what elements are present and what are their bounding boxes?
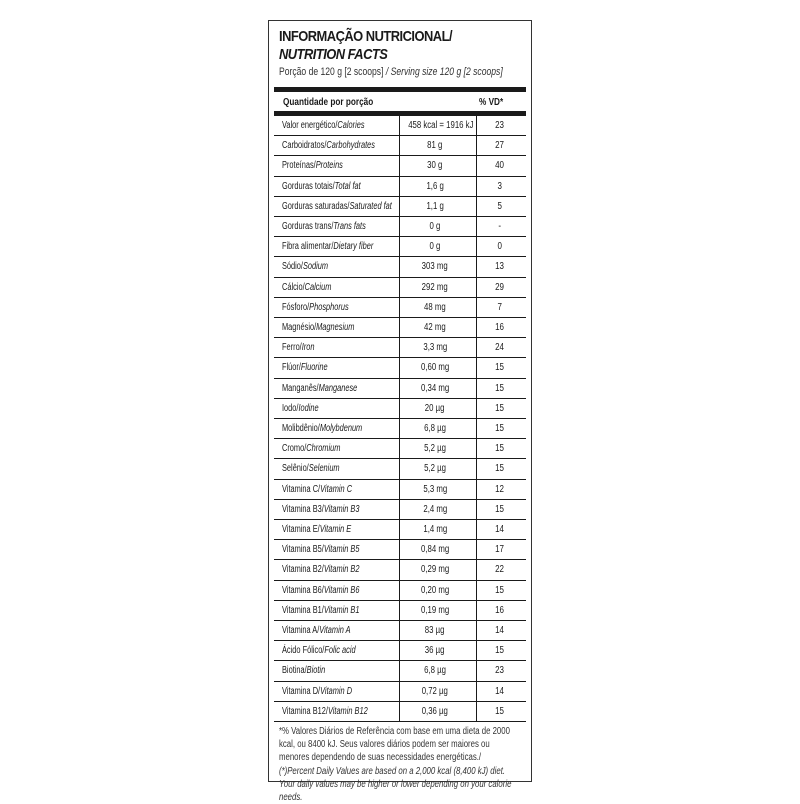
nutrient-dv-value: 29	[495, 281, 505, 293]
table-row	[274, 237, 526, 257]
nutrition-facts-panel	[268, 20, 532, 804]
nutrient-name	[282, 261, 328, 272]
nutrient-name-pt: Vitamina B1/	[282, 604, 324, 616]
table-row	[274, 661, 526, 681]
nutrient-dv	[479, 605, 521, 616]
nutrient-name	[282, 564, 359, 575]
footnote	[279, 725, 513, 804]
nutrient-name-en: Phosphorus	[309, 301, 349, 313]
nutrient-name-pt: Vitamina B6/	[282, 584, 324, 596]
table-row	[274, 702, 526, 722]
nutrient-name	[282, 585, 359, 596]
table-row	[274, 601, 526, 621]
nutrient-dv-value: 17	[495, 544, 505, 556]
table-row	[274, 116, 526, 136]
nutrient-name-pt: Proteínas/	[282, 160, 316, 172]
nutrient-amount	[399, 585, 471, 596]
nutrient-dv	[479, 181, 521, 192]
nutrient-name-en: Calories	[337, 120, 365, 131]
nutrient-name-en: Iodine	[298, 402, 319, 414]
nutrient-dv-value: 15	[495, 584, 505, 596]
nutrient-dv-value: 16	[495, 604, 505, 616]
nutrient-name	[282, 322, 354, 333]
nutrient-dv	[479, 342, 521, 353]
nutrient-dv	[479, 120, 521, 131]
table-row	[274, 217, 526, 237]
nutrient-dv-value: 3	[497, 180, 503, 192]
nutrient-name-en: Fluorine	[300, 362, 328, 374]
table-row	[274, 459, 526, 479]
nutrient-dv-value: 12	[495, 483, 505, 495]
nutrient-amount-value: 3,3 mg	[423, 342, 447, 354]
nutrient-name-en: Vitamin B3	[323, 503, 360, 515]
nutrient-dv-value: 24	[495, 342, 505, 354]
nutrient-amount-value: 1,6 g	[426, 180, 444, 192]
nutrient-dv-value: 15	[495, 443, 505, 455]
nutrient-dv	[479, 261, 521, 272]
nutrient-name-en: Magnesium	[316, 322, 355, 333]
table-row	[274, 419, 526, 439]
nutrient-name	[282, 201, 392, 212]
nutrient-dv	[479, 706, 521, 717]
nutrient-dv	[479, 484, 521, 495]
nutrient-amount-value: 48 mg	[424, 301, 446, 313]
nutrient-amount-value: 6,8 µg	[424, 665, 446, 677]
nutrient-dv	[479, 362, 521, 373]
nutrient-name-pt: Flúor/	[282, 362, 301, 374]
serving-size-en: / Serving size 120 g [2 scoops]	[383, 66, 503, 78]
nutrient-amount-value: 1,1 g	[426, 200, 444, 212]
table-row	[274, 399, 526, 419]
nutrient-amount-value: 6,8 µg	[424, 423, 446, 434]
column-divider-1	[399, 116, 400, 722]
table-row	[274, 278, 526, 298]
nutrient-name-en: Vitamin B12	[327, 705, 368, 717]
nutrient-name-en: Vitamin B1	[323, 604, 360, 616]
nutrient-dv	[479, 302, 521, 313]
table-row	[274, 520, 526, 540]
nutrient-amount-value: 42 mg	[424, 322, 446, 333]
nutrient-dv	[479, 585, 521, 596]
table-row	[274, 560, 526, 580]
table-row	[274, 621, 526, 641]
nutrient-dv-value: 23	[495, 120, 505, 131]
table-row	[274, 318, 526, 338]
nutrient-name-en: Iron	[301, 342, 315, 354]
nutrient-dv-value: 15	[495, 423, 505, 434]
nutrient-name	[282, 140, 375, 151]
nutrient-name	[282, 686, 352, 697]
nutrient-dv	[479, 686, 521, 697]
nutrient-amount-value: 0 g	[429, 221, 441, 232]
nutrient-amount-value: 5,2 µg	[424, 443, 446, 455]
title-english: NUTRITION FACTS	[279, 46, 388, 63]
nutrient-name	[282, 160, 343, 171]
nutrient-dv	[479, 221, 521, 232]
nutrient-dv	[479, 443, 521, 454]
nutrient-name-en: Vitamin B2	[323, 564, 360, 576]
nutrient-amount-value: 0,29 mg	[420, 564, 450, 576]
nutrient-dv	[479, 140, 521, 151]
header-dv: % VD*	[479, 97, 504, 108]
nutrient-name-pt: Molibdênio/	[282, 423, 320, 434]
nutrient-amount-value: 292 mg	[421, 281, 449, 293]
nutrient-name	[282, 282, 331, 293]
table-row	[274, 298, 526, 318]
nutrient-amount-value: 83 µg	[425, 625, 445, 636]
nutrient-name-en: Biotin	[306, 665, 326, 677]
nutrient-amount	[399, 706, 471, 717]
nutrient-amount	[399, 544, 471, 555]
table-header	[274, 93, 526, 111]
top-thick-rule	[274, 87, 526, 92]
nutrient-amount	[399, 140, 471, 151]
nutrient-amount-value: 30 g	[427, 160, 443, 172]
nutrient-amount	[399, 443, 471, 454]
nutrient-dv-value: 5	[497, 200, 503, 212]
nutrient-name-pt: Valor energético/	[282, 120, 338, 131]
nutrient-amount-value: 1,4 mg	[423, 524, 447, 535]
nutrient-amount	[399, 120, 474, 131]
nutrient-name	[282, 423, 362, 434]
nutrient-amount-value: 0,72 µg	[421, 685, 449, 697]
nutrient-name-pt: Ferro/	[282, 342, 302, 354]
table-row	[274, 581, 526, 601]
nutrient-name-pt: Sódio/	[282, 261, 303, 273]
footnote-pt: *% Valores Diários de Referência com base em uma dieta de 2000 kcal, ou 8400 kJ. Seus valores diários podem ser maiores ou menores dependendo de suas necessidades energéticas./	[279, 726, 510, 764]
nutrient-dv	[479, 383, 521, 394]
nutrient-name-en: Vitamin E	[319, 524, 352, 535]
nutrient-dv	[479, 544, 521, 555]
nutrient-name-pt: Carboidratos/	[282, 140, 327, 152]
nutrient-amount	[399, 524, 471, 535]
nutrient-dv-value: 15	[495, 463, 505, 475]
nutrient-name-pt: Selênio/	[282, 463, 309, 475]
nutrient-amount-value: 0,19 mg	[420, 604, 450, 616]
nutrient-dv-value: 14	[495, 524, 505, 535]
nutrient-dv-value: 16	[495, 322, 505, 333]
nutrient-name-en: Vitamin D	[320, 685, 353, 697]
table-row	[274, 480, 526, 500]
nutrient-dv-value: 40	[495, 160, 505, 172]
table-row	[274, 257, 526, 277]
nutrient-name-pt: Cromo/	[282, 443, 307, 455]
nutrient-dv-value: 14	[495, 625, 505, 636]
nutrient-dv	[479, 423, 521, 434]
nutrient-dv	[479, 282, 521, 293]
nutrient-name-en: Manganese	[318, 382, 358, 394]
nutrient-name-pt: Vitamina B2/	[282, 564, 324, 576]
nutrient-name	[282, 504, 359, 515]
table-row	[274, 379, 526, 399]
nutrient-dv	[479, 201, 521, 212]
nutrient-amount	[399, 302, 471, 313]
nutrient-amount	[399, 160, 471, 171]
footnote-en: (*)Percent Daily Values are based on a 2,000 kcal (8,400 kJ) diet. Your daily values may be higher or lower depending on your calorie needs.	[279, 765, 512, 804]
nutrient-dv	[479, 625, 521, 636]
nutrient-name	[282, 221, 366, 232]
nutrient-name	[282, 544, 359, 555]
nutrient-dv-value: 13	[495, 261, 505, 273]
nutrient-dv-value: 15	[495, 362, 505, 374]
nutrient-amount	[399, 282, 471, 293]
nutrient-amount-value: 5,2 µg	[424, 463, 446, 475]
nutrient-dv	[479, 504, 521, 515]
nutrient-amount	[399, 403, 471, 414]
table-row	[274, 682, 526, 702]
nutrient-dv-value: 15	[495, 503, 505, 515]
serving-size-pt: Porção de 120 g [2 scoops]	[279, 66, 384, 78]
nutrient-name-pt: Iodo/	[282, 402, 299, 414]
nutrient-name-en: Proteins	[315, 160, 343, 172]
nutrient-name-pt: Vitamina B5/	[282, 544, 324, 556]
nutrient-dv-value: 15	[495, 705, 505, 717]
nutrient-name	[282, 403, 319, 414]
nutrient-name-en: Calcium	[304, 281, 332, 293]
nutrient-name	[282, 383, 357, 394]
table-row	[274, 197, 526, 217]
nutrient-amount	[399, 686, 471, 697]
nutrient-name	[282, 524, 351, 535]
nutrient-amount-value: 0,60 mg	[420, 362, 450, 374]
table-row	[274, 177, 526, 197]
nutrient-amount	[399, 201, 471, 212]
nutrient-dv-value: 15	[495, 645, 505, 657]
nutrient-name-pt: Vitamina C/	[282, 483, 321, 495]
nutrient-dv	[479, 524, 521, 535]
nutrient-dv	[479, 564, 521, 575]
nutrient-name	[282, 362, 328, 373]
table-row	[274, 500, 526, 520]
nutrient-amount	[399, 504, 471, 515]
nutrient-dv-value: 23	[495, 665, 505, 677]
nutrient-amount-value: 0,84 mg	[420, 544, 450, 556]
nutrient-name	[282, 241, 373, 252]
nutrient-name	[282, 484, 352, 495]
nutrient-amount-value: 458 kcal = 1916 kJ	[408, 120, 474, 131]
nutrient-dv-value: -	[498, 221, 502, 232]
nutrient-dv-value: 15	[495, 402, 505, 414]
nutrient-amount	[399, 342, 471, 353]
nutrient-amount-value: 5,3 mg	[423, 483, 447, 495]
nutrient-dv-value: 27	[495, 140, 505, 152]
nutrient-name-pt: Fósforo/	[282, 301, 310, 313]
nutrient-name	[282, 706, 368, 717]
nutrient-amount	[399, 241, 471, 252]
serving-size	[279, 66, 503, 78]
nutrient-name-en: Vitamin C	[320, 483, 353, 495]
nutrient-dv	[479, 160, 521, 171]
nutrient-amount-value: 0,34 mg	[420, 382, 450, 394]
nutrient-name-pt: Biotina/	[282, 665, 307, 677]
nutrient-name-pt: Vitamina A/	[282, 625, 320, 636]
nutrient-amount	[399, 362, 471, 373]
nutrient-amount	[399, 383, 471, 394]
nutrient-amount-value: 2,4 mg	[423, 503, 447, 515]
nutrient-amount-value: 0 g	[429, 241, 441, 253]
nutrient-name	[282, 645, 356, 656]
nutrient-name-en: Sodium	[302, 261, 329, 273]
nutrient-name-en: Trans fats	[333, 221, 366, 232]
nutrient-amount	[399, 322, 471, 333]
nutrient-amount	[399, 645, 471, 656]
nutrient-name-pt: Magnésio/	[282, 322, 317, 333]
nutrient-amount	[399, 423, 471, 434]
nutrient-name-en: Vitamin B5	[323, 544, 360, 556]
nutrient-name	[282, 665, 325, 676]
column-divider-2	[476, 116, 477, 722]
nutrient-amount	[399, 625, 471, 636]
nutrient-dv	[479, 322, 521, 333]
table-row	[274, 439, 526, 459]
nutrient-dv	[479, 665, 521, 676]
table-row	[274, 156, 526, 176]
nutrient-amount	[399, 463, 471, 474]
nutrient-amount	[399, 181, 471, 192]
nutrient-name	[282, 605, 359, 616]
table-row	[274, 136, 526, 156]
header-quantity: Quantidade por porção	[283, 97, 374, 108]
table-row	[274, 540, 526, 560]
nutrient-name	[282, 302, 349, 313]
nutrient-name-en: Folic acid	[324, 645, 356, 657]
nutrient-name-pt: Vitamina E/	[282, 524, 320, 535]
nutrient-name-pt: Vitamina B3/	[282, 503, 324, 515]
nutrient-name-en: Dietary fiber	[333, 241, 374, 253]
nutrient-name-en: Molybdenum	[319, 423, 363, 434]
nutrient-amount	[399, 484, 471, 495]
nutrient-dv-value: 7	[497, 301, 503, 313]
nutrient-name	[282, 463, 340, 474]
nutrient-amount	[399, 221, 471, 232]
nutrient-name	[282, 625, 351, 636]
nutrient-name-pt: Gorduras totais/	[282, 180, 335, 192]
nutrient-amount-value: 20 µg	[425, 402, 445, 414]
nutrient-name-en: Total fat	[334, 180, 361, 192]
nutrient-dv	[479, 645, 521, 656]
nutrient-dv	[479, 463, 521, 474]
nutrient-name-en: Selenium	[308, 463, 340, 475]
table-row	[274, 641, 526, 661]
nutrient-dv	[479, 403, 521, 414]
nutrient-dv-value: 0	[497, 241, 503, 253]
nutrient-dv	[479, 241, 521, 252]
nutrient-name-pt: Manganês/	[282, 382, 319, 394]
nutrient-name-en: Chromium	[306, 443, 341, 455]
nutrient-dv-value: 15	[495, 382, 505, 394]
nutrient-dv-value: 14	[495, 685, 505, 697]
nutrient-name	[282, 120, 365, 131]
nutrient-amount	[399, 564, 471, 575]
nutrient-dv-value: 22	[495, 564, 505, 576]
nutrient-name-en: Vitamin A	[319, 625, 351, 636]
nutrient-amount	[399, 605, 471, 616]
nutrient-name	[282, 443, 340, 454]
nutrient-amount-value: 303 mg	[421, 261, 449, 273]
nutrient-name-pt: Fibra alimentar/	[282, 241, 334, 253]
nutrient-name	[282, 342, 314, 353]
nutrient-amount-value: 36 µg	[425, 645, 445, 657]
nutrient-name-pt: Vitamina B12/	[282, 705, 328, 717]
nutrient-name-pt: Gorduras saturadas/	[282, 200, 350, 212]
table-row	[274, 338, 526, 358]
nutrient-amount	[399, 665, 471, 676]
nutrient-name-pt: Ácido Fólico/	[282, 645, 325, 657]
nutrient-name-pt: Cálcio/	[282, 281, 305, 293]
nutrient-amount-value: 0,36 µg	[421, 705, 449, 717]
nutrient-name-en: Vitamin B6	[323, 584, 360, 596]
nutrient-name-pt: Gorduras trans/	[282, 221, 334, 232]
title-portuguese: INFORMAÇÃO NUTRICIONAL/	[279, 28, 453, 45]
nutrient-name-pt: Vitamina D/	[282, 685, 321, 697]
nutrient-name-en: Saturated fat	[349, 200, 392, 212]
nutrient-amount-value: 0,20 mg	[420, 584, 450, 596]
nutrient-amount	[399, 261, 471, 272]
nutrient-name-en: Carbohydrates	[326, 140, 375, 152]
nutrient-amount-value: 81 g	[427, 140, 443, 152]
table-row	[274, 358, 526, 378]
nutrient-name	[282, 181, 361, 192]
